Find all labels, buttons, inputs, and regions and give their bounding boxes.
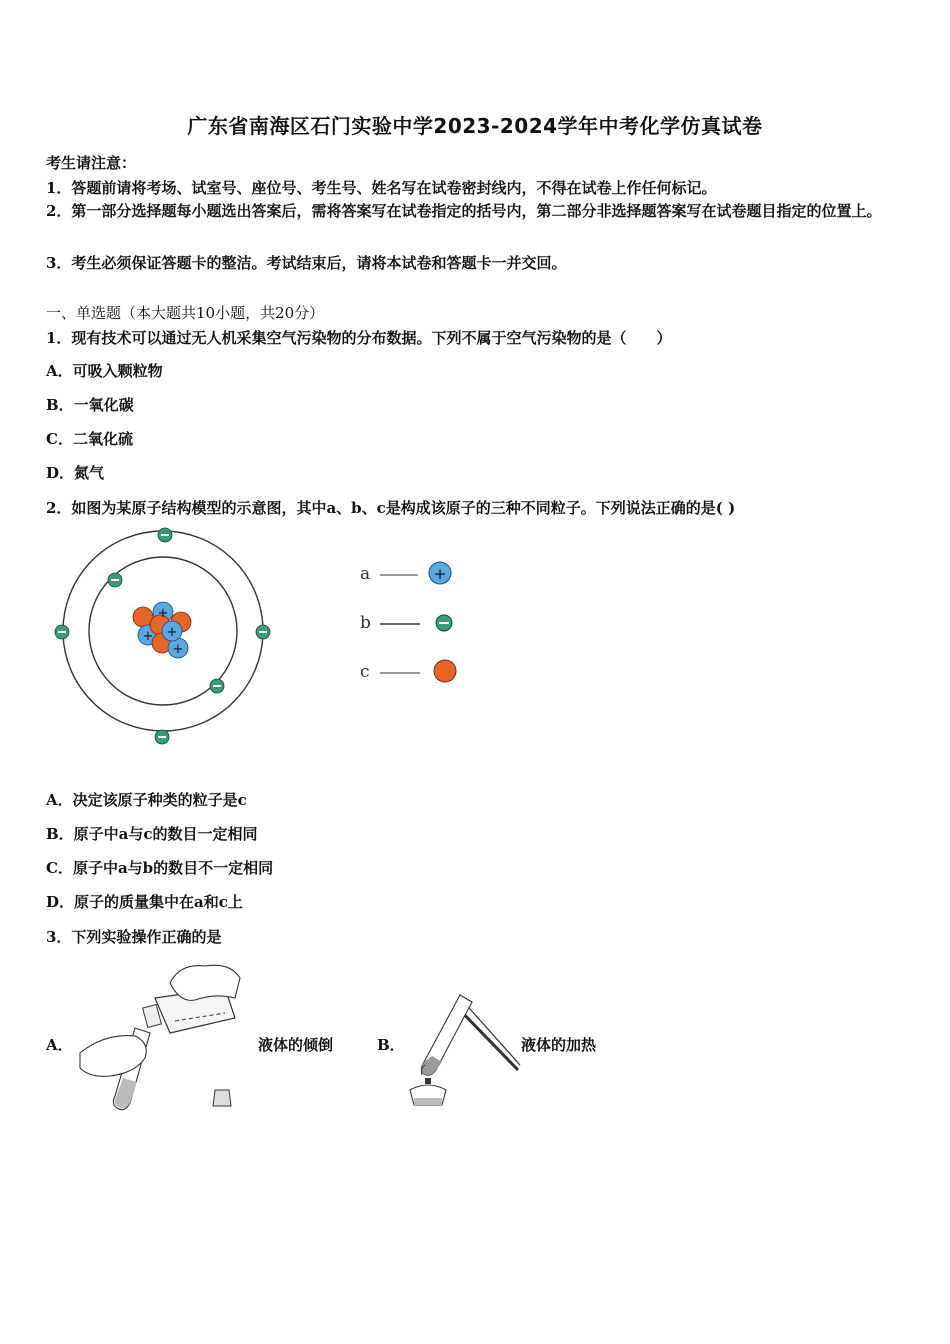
pouring-liquid-figure: [75, 958, 250, 1113]
q2-option-d: D．原子的质量集中在a和c上: [46, 893, 243, 911]
q2-option-a: A．决定该原子种类的粒子是c: [46, 791, 247, 809]
q1-option-b: B．一氧化碳: [46, 396, 134, 414]
q1-option-d: D．氮气: [46, 464, 105, 482]
q1-option-c: C．二氧化硫: [46, 430, 133, 448]
exam-title: 广东省南海区石门实验中学2023-2024学年中考化学仿真试卷: [187, 114, 763, 138]
notice-heading: 考生请注意：: [46, 154, 137, 172]
q1-option-a: A．可吸入颗粒物: [46, 362, 163, 380]
q2-stem: 2．如图为某原子结构模型的示意图，其中a、b、c是构成该原子的三种不同粒子。下列说法正确的是( ): [46, 499, 736, 517]
notice-item-2: 2．第一部分选择题每小题选出答案后，需将答案写在试卷指定的括号内，第二部分非选择题答案写在试卷题目指定的位置上。: [46, 202, 882, 220]
proton-sign: +: [166, 625, 178, 640]
q1-stem: 1．现有技术可以通过无人机采集空气污染物的分布数据。下列不属于空气污染物的是（ ）: [46, 329, 672, 347]
q3-option-b-letter: B．: [377, 1036, 405, 1054]
legend-label-c: c: [360, 662, 370, 682]
particle-legend: [350, 550, 480, 690]
legend-label-a: a: [360, 564, 371, 584]
proton-sign: +: [157, 606, 169, 621]
nucleus: [133, 602, 191, 658]
proton-icon: +: [433, 565, 447, 583]
proton-sign: +: [172, 642, 184, 657]
heating-liquid-figure: [400, 990, 525, 1110]
q3-option-b-caption: 液体的加热: [521, 1036, 597, 1054]
electron-icon: [439, 622, 449, 624]
proton-sign: +: [142, 629, 154, 644]
neutron-icon: [434, 660, 456, 682]
section-heading: 一、单选题（本大题共10小题，共20分）: [46, 304, 325, 322]
q3-option-a-letter: A．: [46, 1036, 73, 1054]
q3-stem: 3．下列实验操作正确的是: [46, 928, 222, 946]
q2-option-b: B．原子中a与c的数目一定相同: [46, 825, 258, 843]
notice-item-1: 1．答题前请将考场、试室号、座位号、考生号、姓名写在试卷密封线内，不得在试卷上作任何标记。: [46, 179, 717, 197]
notice-item-3: 3．考生必须保证答题卡的整洁。考试结束后，请将本试卷和答题卡一并交回。: [46, 254, 567, 272]
q2-option-c: C．原子中a与b的数目不一定相同: [46, 859, 274, 877]
legend-label-b: b: [360, 613, 371, 633]
atom-model-figure: [45, 525, 280, 750]
q3-option-a-caption: 液体的倾倒: [258, 1036, 334, 1054]
